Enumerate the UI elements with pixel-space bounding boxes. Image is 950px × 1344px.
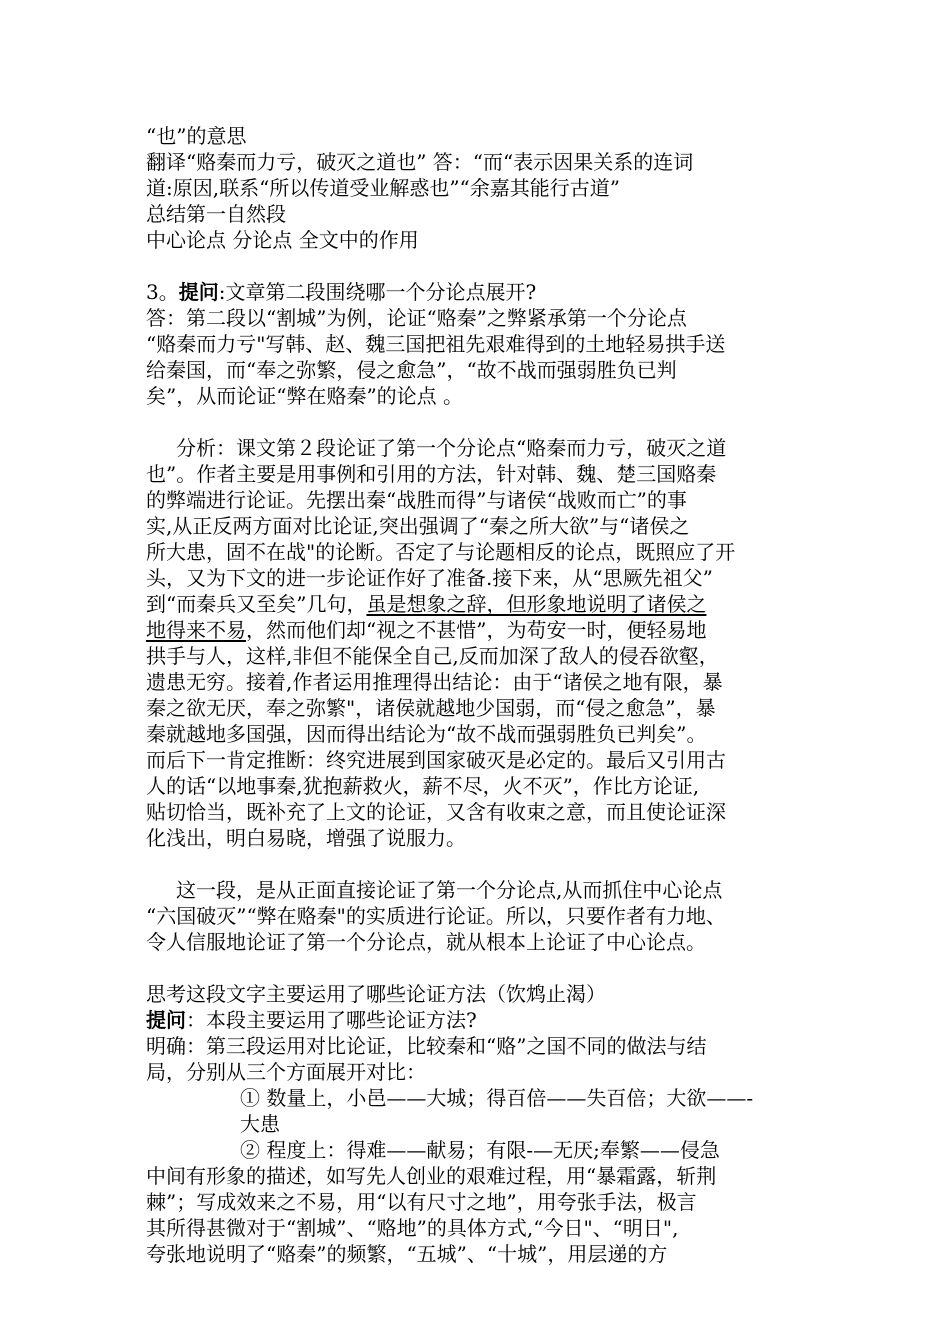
clarify-line: 局，分别从三个方面展开对比：	[146, 1060, 426, 1084]
analysis-line: 实,从正反两方面对比论证,突出强调了“秦之所大欲”与“诸侯之	[146, 514, 690, 538]
analysis-line: 头，又为下文的进一步论证作好了准备.接下来，从“思厥先祖父”	[146, 566, 713, 590]
analysis-text: ，然而他们却“视之不甚惜”，为苟安一时，便轻易地	[246, 618, 707, 642]
list-item: ② 程度上：得难——献易；有限-—无厌;奉繁——侵急	[240, 1138, 720, 1162]
question-label: 提问	[146, 1008, 186, 1032]
analysis-line: 贴切恰当，既补充了上文的论证，又含有收束之意，而且使论证深	[146, 800, 726, 824]
answer-line: 矣”，从而论证“弊在赂秦”的论点 。	[146, 384, 464, 408]
analysis-line	[146, 591, 826, 617]
question-label: 提问	[178, 280, 219, 304]
analysis-line: 化浅出，明白易晓，增强了说服力。	[146, 826, 466, 850]
text-line: 道:原因,联系“所以传道受业解惑也”“余嘉其能行古道”	[146, 176, 620, 200]
clarify-line: 明确：第三段运用对比论证，比较秦和“赂”之国不同的做法与结	[146, 1034, 707, 1058]
answer-line: “赂秦而力亏"写韩、赵、魏三国把祖先艰难得到的土地轻易拱手送	[146, 332, 726, 356]
summary-line: 令人信服地论证了第一个分论点，就从根本上论证了中心论点。	[146, 930, 706, 954]
analysis-line: 遗患无穷。接着,作者运用推理得出结论：由于“诸侯之地有限，暴	[146, 670, 723, 694]
analysis-line: 所大患，固不在战"的论断。否定了与论题相反的论点，既照应了开	[146, 540, 736, 564]
text-line: 翻译“赂秦而力亏，破灭之道也” 答：“而“表示因果关系的连词	[146, 150, 694, 174]
text-line: 中心论点 分论点 全文中的作用	[146, 228, 419, 252]
question-4	[146, 1007, 826, 1033]
text-line: 中间有形象的描述，如写先人创业的艰难过程，用“暴霜露，斩荆	[146, 1164, 717, 1188]
analysis-line: 秦之欲无厌，奉之弥繁"，诸侯就越地少国弱，而“侵之愈急”，暴	[146, 696, 716, 720]
analysis-line: 的弊端进行论证。先摆出秦“战胜而得”与诸侯“战败而亡”的事	[146, 488, 687, 512]
analysis-text: 到“而秦兵又至矣”几句，	[146, 592, 367, 616]
text-line: “也”的意思	[146, 124, 247, 148]
analysis-line: 拱手与人，这样,非但不能保全自己,反而加深了敌人的侵吞欲壑，	[146, 644, 719, 668]
answer-line: 答：第二段以“割城”为例，论证“赂秦”之弊紧承第一个分论点	[146, 306, 687, 330]
analysis-line: 秦就越地多国强，因而得出结论为“故不战而强弱胜负已判矣”。	[146, 722, 707, 746]
text-line: 棘”；写成效来之不易，用“以有尺寸之地”，用夸张手法，极言	[146, 1190, 697, 1214]
analysis-line	[146, 617, 826, 643]
underlined-text: 地得来不易	[146, 618, 246, 642]
list-item: 大患	[240, 1112, 280, 1136]
question-text: ：本段主要运用了哪些论证方法?	[186, 1008, 477, 1032]
analysis-line: 人的话“以地事秦,犹抱薪救火，薪不尽，火不灭”，作比方论证,	[146, 774, 700, 798]
text-line: 其所得甚微对于“割城”、“赂地”的具体方式,“今日"、“明日",	[146, 1216, 679, 1240]
answer-line: 给秦国，而“奉之弥繁，侵之愈急”，“故不战而强弱胜负已判	[146, 358, 677, 382]
analysis-line: 也”。作者主要是用事例和引用的方法，针对韩、魏、楚三国赂秦	[146, 462, 717, 486]
text-line: 夸张地说明了“赂秦”的频繁，“五城”、“十城”，用层递的方	[146, 1242, 668, 1266]
analysis-line: 而后下一肯定推断：终究进展到国家破灭是必定的。最后又引用古	[146, 748, 726, 772]
underlined-text: 虽是想象之辞，但形象地说明了诸侯之	[366, 592, 707, 616]
summary-line: 这一段，是从正面直接论证了第一个分论点,从而抓住中心论点	[176, 878, 723, 902]
question-number: 3。	[146, 280, 179, 304]
summary-line: “六国破灭”“弊在赂秦"的实质进行论证。所以，只要作者有力地、	[146, 904, 726, 928]
list-item: ① 数量上，小邑——大城；得百倍——失百倍；大欲——-	[240, 1086, 754, 1110]
question-text: :文章第二段围绕哪一个分论点展开?	[218, 280, 537, 304]
text-line: 总结第一自然段	[146, 202, 286, 226]
question-3	[146, 279, 826, 305]
analysis-line: 分析：课文第２段论证了第一个分论点“赂秦而力亏，破灭之道	[176, 436, 727, 460]
think-line: 思考这段文字主要运用了哪些论证方法（饮鸩止渴）	[146, 982, 606, 1006]
